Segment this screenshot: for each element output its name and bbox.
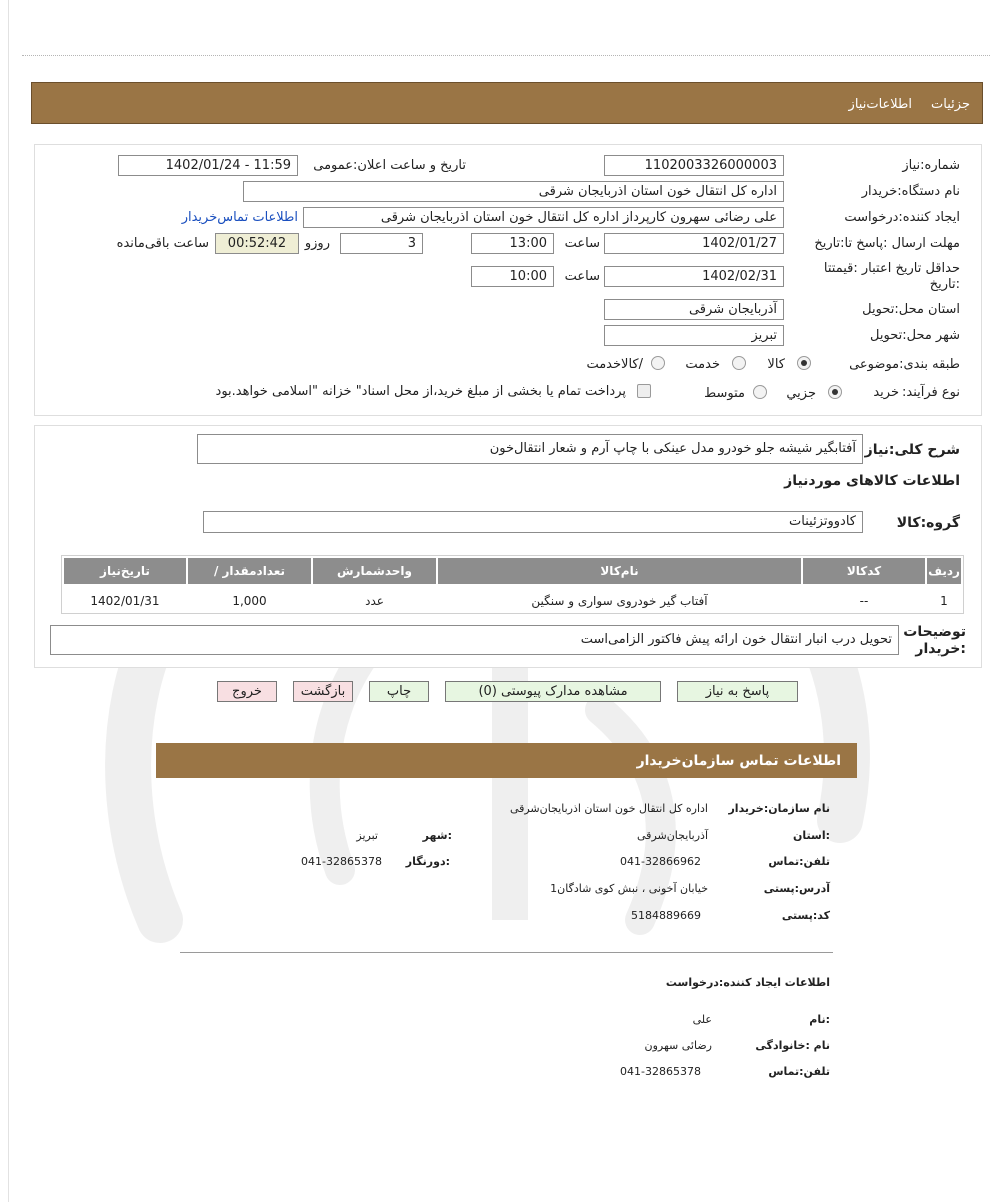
creator-name-label: :نام [809, 1013, 830, 1026]
description-field: آفتابگیر شیشه جلو خودرو مدل عینکی با چاپ آرم و شعار انتقال‌خون [197, 434, 863, 464]
city-field: تبریز [604, 325, 784, 346]
col-header-code: کدکالا [803, 558, 925, 584]
exit-button[interactable]: خروج [217, 681, 277, 702]
contact-city-label: :شهر [422, 829, 452, 842]
back-button[interactable]: بازگشت [293, 681, 353, 702]
goods-group-field: کادووتزئینات [203, 511, 863, 533]
creator-section-title: اطلاعات ایجاد کننده:درخواست [665, 976, 830, 989]
cell-quantity: 1,000 [232, 594, 267, 608]
contact-postal-label: کد:پستی [781, 909, 830, 922]
category-label: طبقه بندی:موضوعی [849, 357, 960, 372]
validity-time-label: ساعت [564, 269, 600, 284]
remaining-time-field: 00:52:42 [215, 233, 299, 254]
announce-field: 1402/01/24 - 11:59 [118, 155, 298, 176]
category-service-label: خدمت [685, 357, 720, 372]
col-header-unit: واحدشمارش [313, 558, 436, 584]
category-service-radio[interactable] [732, 356, 746, 370]
cell-unit: عدد [365, 594, 384, 608]
creator-phone-label: تلفن:تماس [768, 1065, 830, 1078]
contact-phone: 041-32866962 [620, 855, 701, 868]
deadline-time-field: 13:00 [471, 233, 554, 254]
cell-row-number: 1 [940, 594, 948, 608]
category-both-label: /کالاخدمت [586, 357, 643, 372]
contact-section-header [156, 743, 857, 778]
contact-fax: 041-32865378 [301, 855, 382, 868]
notes-label-2: :خریدار [915, 641, 966, 657]
tab-details[interactable]: جزئیات [931, 97, 970, 112]
contact-province-label: :استان [793, 829, 830, 842]
notes-label: توضیحات [903, 624, 966, 640]
contact-fax-label: :دورنگار [405, 855, 450, 868]
treasury-payment-checkbox[interactable] [637, 384, 651, 398]
deadline-date-field: 1402/01/27 [604, 233, 784, 254]
contact-province: آذربایجان‌شرقی [637, 829, 708, 842]
buyer-org-field: اداره کل انتقال خون استان اذربایجان شرقی [243, 181, 784, 202]
contact-address-label: آدرس:پستی [763, 882, 830, 895]
col-header-quantity: / تعدادمقدار [188, 558, 311, 584]
payment-note: پرداخت تمام یا بخشی از مبلغ خرید،از محل اسناد" خزانه "اسلامی خواهد.بود [215, 384, 626, 399]
min-validity-label-2: :تاریخ [929, 277, 960, 292]
validity-date-field: 1402/02/31 [604, 266, 784, 287]
dotted-divider [22, 55, 990, 56]
process-label: نوع فرآیند: [902, 385, 960, 400]
requester-label: ایجاد کننده:درخواست [844, 210, 960, 225]
city-label: شهر محل:تحویل [870, 328, 960, 343]
min-validity-label: حداقل تاریخ اعتبار :قیمتتا [823, 261, 960, 276]
col-header-row: ردیف [927, 558, 961, 584]
need-number-field: 1102003326000003 [604, 155, 784, 176]
creator-phone: 041-32865378 [620, 1065, 701, 1078]
contact-city: تبریز [356, 829, 378, 842]
reply-button[interactable]: پاسخ به نیاز [677, 681, 798, 702]
cell-code: -- [859, 594, 869, 608]
process-medium-radio[interactable] [753, 385, 767, 399]
days-label: روزو [304, 236, 330, 251]
deadline-time-label: ساعت [564, 236, 600, 251]
tab-need-info[interactable]: اطلاعات‌نیاز [848, 97, 912, 112]
days-field: 3 [340, 233, 423, 254]
col-header-date: تاریخ‌نیاز [64, 558, 186, 584]
top-tab-bar [31, 82, 983, 124]
goods-group-label: گروه:کالا [896, 515, 960, 531]
cell-date: 1402/01/31 [90, 594, 160, 608]
contact-divider [180, 952, 833, 953]
attachments-button[interactable]: مشاهده مدارک پیوستی (0) [445, 681, 661, 702]
province-label: استان محل:تحویل [862, 302, 960, 317]
page-left-border [8, 0, 9, 1202]
print-button[interactable]: چاپ [369, 681, 429, 702]
remaining-label: ساعت باقی‌مانده [116, 236, 209, 251]
creator-family-label: نام :خانوادگی [755, 1039, 830, 1052]
process-partial-radio[interactable] [828, 385, 842, 399]
contact-org-label: نام سازمان:خریدار [728, 802, 830, 815]
creator-name: علی [692, 1013, 712, 1026]
description-label: شرح کلی:نیاز [864, 442, 960, 458]
goods-info-title: اطلاعات کالاهای موردنیاز [784, 473, 960, 489]
contact-org: اداره کل انتقال خون استان اذربایجان‌شرقی [509, 802, 708, 815]
announce-label: تاریخ و ساعت اعلان:عمومی [313, 158, 466, 173]
buyer-notes-field: تحویل درب انبار انتقال خون ارائه پیش فاکتور الزامی‌است [50, 625, 899, 655]
buyer-contact-link[interactable]: اطلاعات تماس‌خریدار [181, 210, 298, 225]
process-medium-label: متوسط [704, 386, 745, 401]
contact-address: خیابان آخونی ، نبش کوی شادگان1 [550, 882, 708, 895]
need-number-label: شماره:نیاز [902, 158, 960, 173]
creator-family: رضائی سهرون [644, 1039, 712, 1052]
col-header-name: نام‌کالا [438, 558, 801, 584]
province-field: آذربایجان شرقی [604, 299, 784, 320]
validity-time-field: 10:00 [471, 266, 554, 287]
contact-postal: 5184889669 [631, 909, 701, 922]
cell-name: آفتاب گیر خودروی سواری و سنگین [531, 594, 708, 608]
category-goods-label: کالا [767, 357, 785, 372]
contact-section-title: اطلاعات تماس سازمان‌خریدار [636, 753, 841, 769]
contact-phone-label: تلفن:تماس [768, 855, 830, 868]
requester-field: علی رضائی سهرون کارپرداز اداره کل انتقال خون استان اذربایجان شرقی [303, 207, 784, 228]
buyer-org-label: نام دستگاه:خریدار [861, 184, 960, 199]
process-buy-label: خرید [873, 385, 899, 400]
category-goods-radio[interactable] [797, 356, 811, 370]
deadline-label: مهلت ارسال :پاسخ تا:تاریخ [814, 236, 960, 251]
process-partial-label: جزيي [786, 386, 816, 401]
category-both-radio[interactable] [651, 356, 665, 370]
